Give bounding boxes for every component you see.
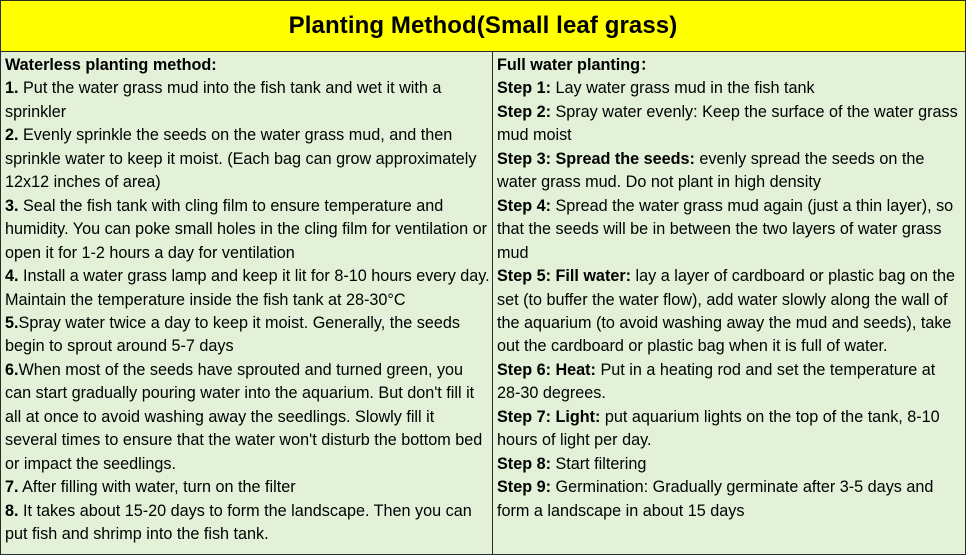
item-number: 6. — [5, 360, 19, 379]
step-label: Step 7: Light: — [497, 407, 601, 426]
item-text: Evenly sprinkle the seeds on the water grass mud, and then sprinkle water to keep it moist. (Each bag can grow approximately 12x12 inches of area) — [5, 126, 477, 192]
list-item — [497, 453, 963, 476]
step-label: Step 2: — [497, 102, 551, 121]
step-text: Spread the water grass mud again (just a thin layer), so that the seeds will be in between the two layers of water grass mud — [497, 196, 954, 262]
item-number: 8. — [5, 501, 19, 520]
list-item — [5, 359, 490, 476]
item-text: Spray water twice a day to keep it moist. Generally, the seeds begin to sprout around 5-7 days — [5, 313, 460, 356]
item-number: 5. — [5, 313, 19, 332]
list-item — [497, 476, 963, 523]
step-text: Start filtering — [550, 454, 647, 473]
list-item — [497, 265, 963, 359]
list-item — [497, 359, 963, 406]
step-text: Lay water grass mud in the fish tank — [550, 79, 815, 98]
step-label: Step 3: Spread the seeds: — [497, 149, 695, 168]
list-item — [5, 312, 490, 359]
table-body — [1, 52, 965, 554]
step-label: Step 4: — [497, 196, 551, 215]
item-text: When most of the seeds have sprouted and turned green, you can start gradually pouring water into the aquarium. But don't fill it all at once to avoid washing away the seedlings. Slowly fill it several times to ensure that the water won't disturb the bottom bed or impact the seedlings. — [5, 360, 483, 473]
step-text: Put in a heating rod and set the temperature at 28-30 degrees. — [497, 360, 936, 403]
item-text: Put the water grass mud into the fish tank and wet it with a sprinkler — [5, 79, 442, 121]
step-text: lay a layer of cardboard or plastic bag on the set (to buffer the water flow), add water slowly along the wall of the aquarium (to avoid washing away the mud and seeds), take out the cardboard or plastic bag when it is full of water. — [497, 267, 955, 356]
item-number: 1. — [5, 79, 19, 98]
list-item — [497, 148, 963, 195]
list-item — [497, 101, 963, 148]
list-item — [5, 265, 490, 312]
list-item — [497, 77, 963, 100]
item-number: 7. — [5, 478, 19, 497]
step-label: Step 6: Heat: — [497, 360, 596, 379]
list-item — [497, 406, 963, 453]
list-item — [5, 476, 490, 499]
step-text: Spray water evenly: Keep the surface of the water grass mud moist — [497, 102, 958, 145]
list-item — [5, 124, 490, 194]
list-item — [497, 195, 963, 265]
step-label: Step 9: — [497, 478, 551, 497]
item-number: 4. — [5, 267, 19, 286]
list-item — [5, 77, 490, 124]
item-text: After filling with water, turn on the filter — [18, 478, 296, 497]
item-text: It takes about 15-20 days to form the landscape. Then you can put fish and shrimp into the fish tank. — [5, 501, 472, 544]
full-water-method-column — [493, 52, 965, 554]
waterless-method-column — [1, 52, 493, 554]
table-title: Planting Method(Small leaf grass) — [1, 1, 965, 52]
step-label: Step 8: — [497, 454, 551, 473]
step-text: Germination: Gradually germinate after 3-5 days and form a landscape in about 15 days — [497, 478, 934, 520]
step-label: Step 1: — [497, 79, 551, 98]
item-number: 2. — [5, 126, 19, 145]
step-text: evenly spread the seeds on the water grass mud. Do not plant in high density — [497, 149, 925, 192]
list-item — [5, 195, 490, 265]
full-water-method-heading: Full water planting： — [497, 56, 657, 74]
step-text: put aquarium lights on the top of the tank, 8-10 hours of light per day. — [497, 407, 940, 450]
item-text: Install a water grass lamp and keep it lit for 8-10 hours every day. Maintain the temperature inside the fish tank at 28-30°C — [5, 267, 490, 309]
item-number: 3. — [5, 196, 19, 215]
waterless-method-heading: Waterless planting method: — [5, 56, 217, 74]
item-text: Seal the fish tank with cling film to ensure temperature and humidity. You can poke small holes in the cling film for ventilation or open it for 1-2 hours a day for ventilation — [5, 196, 487, 262]
list-item — [5, 500, 490, 547]
step-label: Step 5: Fill water: — [497, 267, 632, 286]
